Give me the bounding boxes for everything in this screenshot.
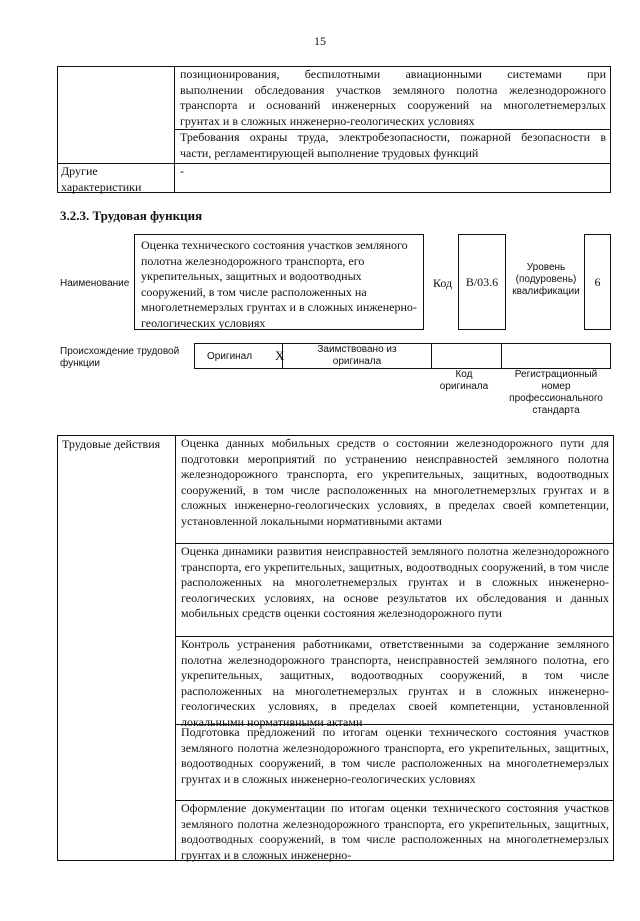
safety-requirements-cell: [180, 130, 606, 161]
other-characteristics-value: -: [180, 164, 184, 178]
origin-row: [194, 343, 611, 369]
page-number: 15: [314, 34, 326, 48]
qualification-level-label: Уровень (подуровень) квалификации: [512, 262, 580, 297]
text-line: транспорта и оснований инженерных сооружений на многолетнемерзлых: [180, 98, 606, 112]
code-label: Код: [433, 276, 453, 290]
text-line: выполнении обследования участков земляного полотна железнодорожного: [180, 82, 606, 97]
original-mark: X: [275, 348, 285, 363]
labor-action-item: Оформление документации по итогам оценки технического состояния участков земляного полотна железнодорожного транспорта, его укрепительных, защитных, водоотводных сооружений, в том числе расположенных на многолетнемерзлых грунтах и в сложных инженерно-: [181, 801, 609, 862]
original-label: Оригинал: [207, 351, 253, 362]
labor-actions-table: [57, 435, 614, 861]
code-original-label: Код оригинала: [439, 369, 489, 392]
labor-actions-label: Трудовые действия: [62, 437, 161, 451]
other-characteristics-label: Другие характеристики: [61, 164, 142, 194]
qualification-level-box: 6: [584, 234, 611, 330]
labor-action-item: Подготовка предложений по итогам оценки технического состояния участков земляного полотна железнодорожного транспорта, его укрепительных, защитных, водоотводных сооружений, в том числе расположенных на многолетнемерзлых грунтах и в сложных инженерно-геологических условиях: [181, 725, 609, 786]
text-line: части, регламентирующей выполнение трудовых функций: [180, 145, 479, 160]
labor-action-item: Оценка данных мобильных средств о состоянии железнодорожного пути для подготовки мероприятий по устранению неисправностей земляного полотна железнодорожного транспорта, его укрепительных, защитных, водоотводных сооружений, в том числе расположенных на многолетнемерзлых грунтах и в сложных инженерно-геологических условиях, в пределах своей компетенции, установленной локальными нормативными актами: [181, 436, 609, 528]
continuation-table: [57, 66, 611, 193]
labor-action-item: Контроль устранения работниками, ответственными за содержание земляного полотна железнодорожного транспорта, неисправностей земляного полотна, его укрепительных, защитных, водоотводных сооружений, в том числе расположенных на многолетнемерзлых грунтах и в сложных инженерно-геологических условиях, в пределах своей компетенции, установленной локальными нормативными актами: [181, 637, 609, 729]
code-value-box: B/03.6: [458, 234, 506, 330]
text-line: Требования охраны труда, электробезопасности, пожарной безопасности в: [180, 130, 606, 144]
text-line: позиционирования, беспилотными авиационными системами при: [180, 67, 606, 81]
text-line: грунтах и в сложных инженерно-геологических условиях: [180, 113, 475, 128]
labor-action-item: Оценка динамики развития неисправностей земляного полотна железнодорожного транспорта, его укрепительных, защитных, водоотводных сооружений, в том числе расположенных на многолетнемерзлых грунтах и в сложных инженерно-геологических условиях, на основе результатов их обследования и данных мобильных средств оценки состояния железнодорожного пути: [181, 544, 609, 620]
conditions-cell: [180, 67, 606, 129]
origin-label: Происхождение трудовой функции: [60, 346, 180, 369]
borrowed-label: Заимствовано из оригинала: [317, 344, 397, 367]
name-label: Наименование: [60, 278, 130, 289]
function-name-box: Оценка технического состояния участков земляного полотна железнодорожного транспорта, его укрепительных, защитных и водоотводных сооружений, в том числе расположенных на многолетнемерзлых грунтах и в сложных инженерно-геологических условиях: [134, 234, 424, 330]
registration-number-label: Регистрационный номер профессионального стандарта: [509, 369, 603, 416]
section-heading: 3.2.3. Трудовая функция: [60, 208, 203, 223]
